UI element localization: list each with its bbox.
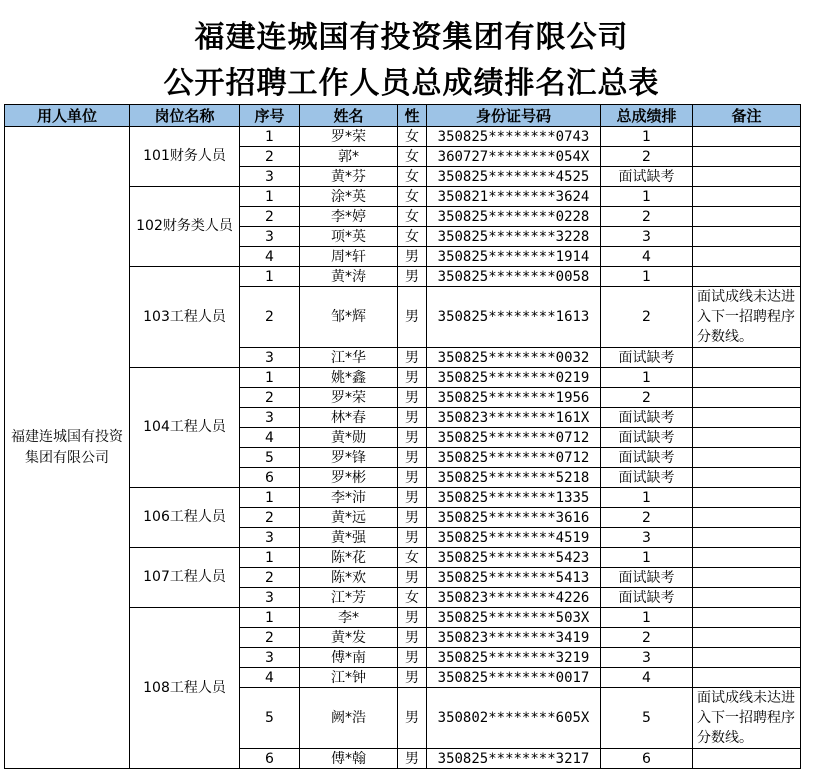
column-header-rank[interactable]: 总成绩排 — [601, 105, 693, 127]
cell-id-number[interactable]: 350825********1335 — [427, 488, 601, 508]
cell-id-number[interactable]: 350825********3217 — [427, 749, 601, 769]
cell-number[interactable]: 1 — [240, 548, 300, 568]
cell-id-number[interactable]: 350825********5218 — [427, 468, 601, 488]
cell-id-number[interactable]: 350825********5413 — [427, 568, 601, 588]
cell-rank[interactable]: 面试缺考 — [601, 448, 693, 468]
cell-name[interactable]: 江*钟 — [300, 668, 398, 688]
cell-id-number[interactable]: 350825********3616 — [427, 508, 601, 528]
cell-number[interactable]: 6 — [240, 468, 300, 488]
cell-note[interactable] — [693, 588, 801, 608]
cell-name[interactable]: 郭* — [300, 147, 398, 167]
cell-position[interactable]: 101财务人员 — [130, 127, 240, 187]
cell-rank[interactable]: 1 — [601, 488, 693, 508]
cell-sex[interactable]: 男 — [398, 608, 427, 628]
cell-note[interactable] — [693, 167, 801, 187]
cell-position[interactable]: 108工程人员 — [130, 608, 240, 769]
cell-rank[interactable]: 面试缺考 — [601, 568, 693, 588]
cell-number[interactable]: 1 — [240, 187, 300, 207]
cell-note[interactable] — [693, 368, 801, 388]
cell-rank[interactable]: 1 — [601, 127, 693, 147]
cell-rank[interactable]: 2 — [601, 287, 693, 348]
cell-note[interactable] — [693, 267, 801, 287]
cell-sex[interactable]: 男 — [398, 428, 427, 448]
cell-sex[interactable]: 男 — [398, 668, 427, 688]
cell-sex[interactable]: 女 — [398, 227, 427, 247]
cell-sex[interactable]: 男 — [398, 247, 427, 267]
cell-number[interactable]: 4 — [240, 247, 300, 267]
cell-name[interactable]: 周*轩 — [300, 247, 398, 267]
cell-rank[interactable]: 1 — [601, 608, 693, 628]
cell-note[interactable] — [693, 528, 801, 548]
cell-note[interactable] — [693, 408, 801, 428]
column-header-note[interactable]: 备注 — [693, 105, 801, 127]
cell-name[interactable]: 黄*芬 — [300, 167, 398, 187]
cell-id-number[interactable]: 350825********1914 — [427, 247, 601, 267]
cell-name[interactable]: 邹*辉 — [300, 287, 398, 348]
cell-number[interactable]: 5 — [240, 688, 300, 749]
cell-sex[interactable]: 男 — [398, 348, 427, 368]
cell-sex[interactable]: 男 — [398, 648, 427, 668]
cell-note[interactable] — [693, 348, 801, 368]
cell-rank[interactable]: 面试缺考 — [601, 468, 693, 488]
column-header-name[interactable]: 姓名 — [300, 105, 398, 127]
cell-rank[interactable]: 5 — [601, 688, 693, 749]
cell-note[interactable]: 面试成线未达进入下一招聘程序分数线。 — [693, 287, 801, 348]
cell-note[interactable] — [693, 508, 801, 528]
cell-name[interactable]: 江*华 — [300, 348, 398, 368]
header-row — [5, 105, 801, 127]
cell-note[interactable] — [693, 207, 801, 227]
cell-name[interactable]: 罗*锋 — [300, 448, 398, 468]
cell-id-number[interactable]: 350825********0228 — [427, 207, 601, 227]
cell-number[interactable]: 2 — [240, 207, 300, 227]
cell-id-number[interactable]: 350825********0017 — [427, 668, 601, 688]
cell-note[interactable] — [693, 428, 801, 448]
cell-number[interactable]: 2 — [240, 287, 300, 348]
cell-note[interactable] — [693, 488, 801, 508]
cell-id-number[interactable]: 350825********0058 — [427, 267, 601, 287]
cell-number[interactable]: 3 — [240, 408, 300, 428]
cell-note[interactable] — [693, 227, 801, 247]
cell-rank[interactable]: 2 — [601, 388, 693, 408]
cell-note[interactable] — [693, 628, 801, 648]
cell-id-number[interactable]: 350825********4525 — [427, 167, 601, 187]
cell-name[interactable]: 陈*花 — [300, 548, 398, 568]
cell-name[interactable]: 林*春 — [300, 408, 398, 428]
cell-id-number[interactable]: 350825********5423 — [427, 548, 601, 568]
cell-position[interactable]: 102财务类人员 — [130, 187, 240, 267]
cell-position[interactable]: 106工程人员 — [130, 488, 240, 548]
cell-name[interactable]: 李* — [300, 608, 398, 628]
cell-id-number[interactable]: 350825********1956 — [427, 388, 601, 408]
cell-sex[interactable]: 男 — [398, 468, 427, 488]
cell-number[interactable]: 2 — [240, 388, 300, 408]
cell-rank[interactable]: 1 — [601, 187, 693, 207]
cell-sex[interactable]: 女 — [398, 187, 427, 207]
cell-rank[interactable]: 1 — [601, 368, 693, 388]
cell-id-number[interactable]: 350825********0712 — [427, 428, 601, 448]
cell-number[interactable]: 1 — [240, 608, 300, 628]
cell-note[interactable] — [693, 147, 801, 167]
cell-position[interactable]: 104工程人员 — [130, 368, 240, 488]
cell-sex[interactable]: 男 — [398, 528, 427, 548]
cell-sex[interactable]: 男 — [398, 287, 427, 348]
cell-position[interactable]: 103工程人员 — [130, 267, 240, 368]
cell-note[interactable] — [693, 648, 801, 668]
cell-rank[interactable]: 4 — [601, 247, 693, 267]
cell-number[interactable]: 3 — [240, 588, 300, 608]
column-header-position[interactable]: 岗位名称 — [130, 105, 240, 127]
cell-name[interactable]: 阙*浩 — [300, 688, 398, 749]
cell-number[interactable]: 2 — [240, 628, 300, 648]
cell-id-number[interactable]: 350802********605X — [427, 688, 601, 749]
cell-rank[interactable]: 6 — [601, 749, 693, 769]
cell-sex[interactable]: 男 — [398, 688, 427, 749]
cell-rank[interactable]: 3 — [601, 648, 693, 668]
cell-name[interactable]: 姚*鑫 — [300, 368, 398, 388]
cell-note[interactable] — [693, 608, 801, 628]
cell-id-number[interactable]: 350825********3219 — [427, 648, 601, 668]
table-row — [5, 127, 801, 147]
cell-name[interactable]: 项*英 — [300, 227, 398, 247]
cell-note[interactable] — [693, 448, 801, 468]
cell-number[interactable]: 3 — [240, 227, 300, 247]
cell-name[interactable]: 黄*发 — [300, 628, 398, 648]
cell-rank[interactable]: 面试缺考 — [601, 167, 693, 187]
cell-id-number[interactable]: 350825********0743 — [427, 127, 601, 147]
cell-note[interactable] — [693, 668, 801, 688]
cell-name[interactable]: 李*沛 — [300, 488, 398, 508]
cell-sex[interactable]: 男 — [398, 749, 427, 769]
cell-number[interactable]: 1 — [240, 368, 300, 388]
cell-sex[interactable]: 男 — [398, 267, 427, 287]
cell-number[interactable]: 2 — [240, 508, 300, 528]
cell-rank[interactable]: 1 — [601, 548, 693, 568]
cell-number[interactable]: 1 — [240, 488, 300, 508]
cell-name[interactable]: 李*婷 — [300, 207, 398, 227]
cell-rank[interactable]: 1 — [601, 267, 693, 287]
cell-name[interactable]: 罗*彬 — [300, 468, 398, 488]
cell-rank[interactable]: 面试缺考 — [601, 408, 693, 428]
cell-sex[interactable]: 男 — [398, 368, 427, 388]
cell-rank[interactable]: 2 — [601, 628, 693, 648]
cell-rank[interactable]: 3 — [601, 227, 693, 247]
cell-name[interactable]: 黄*强 — [300, 528, 398, 548]
cell-id-number[interactable]: 350821********3624 — [427, 187, 601, 207]
cell-note[interactable] — [693, 388, 801, 408]
cell-sex[interactable]: 男 — [398, 628, 427, 648]
cell-sex[interactable]: 男 — [398, 408, 427, 428]
cell-sex[interactable]: 男 — [398, 488, 427, 508]
cell-rank[interactable]: 面试缺考 — [601, 348, 693, 368]
cell-id-number[interactable]: 350825********503X — [427, 608, 601, 628]
cell-number[interactable]: 4 — [240, 668, 300, 688]
cell-rank[interactable]: 面试缺考 — [601, 588, 693, 608]
cell-note[interactable] — [693, 187, 801, 207]
cell-sex[interactable]: 女 — [398, 147, 427, 167]
cell-id-number[interactable]: 350825********4519 — [427, 528, 601, 548]
cell-number[interactable]: 3 — [240, 528, 300, 548]
cell-name[interactable]: 罗*荣 — [300, 127, 398, 147]
cell-sex[interactable]: 男 — [398, 388, 427, 408]
cell-number[interactable]: 4 — [240, 428, 300, 448]
cell-id-number[interactable]: 350825********1613 — [427, 287, 601, 348]
cell-number[interactable]: 2 — [240, 147, 300, 167]
cell-note[interactable] — [693, 548, 801, 568]
cell-name[interactable]: 陈*欢 — [300, 568, 398, 588]
cell-note[interactable]: 面试成线未达进入下一招聘程序分数线。 — [693, 688, 801, 749]
cell-rank[interactable]: 2 — [601, 207, 693, 227]
cell-number[interactable]: 3 — [240, 167, 300, 187]
column-header-number[interactable]: 序号 — [240, 105, 300, 127]
cell-id-number[interactable]: 350825********0219 — [427, 368, 601, 388]
cell-note[interactable] — [693, 247, 801, 267]
cell-sex[interactable]: 女 — [398, 127, 427, 147]
cell-name[interactable]: 涂*英 — [300, 187, 398, 207]
cell-sex[interactable]: 男 — [398, 568, 427, 588]
cell-sex[interactable]: 女 — [398, 548, 427, 568]
cell-sex[interactable]: 男 — [398, 508, 427, 528]
page-title: 福建连城国有投资集团有限公司 — [194, 20, 629, 55]
cell-rank[interactable]: 面试缺考 — [601, 428, 693, 448]
cell-note[interactable] — [693, 749, 801, 769]
cell-id-number[interactable]: 350823********4226 — [427, 588, 601, 608]
cell-number[interactable]: 6 — [240, 749, 300, 769]
cell-id-number[interactable]: 350825********0032 — [427, 348, 601, 368]
cell-position[interactable]: 107工程人员 — [130, 548, 240, 608]
cell-name[interactable]: 傅*翰 — [300, 749, 398, 769]
column-header-sex[interactable]: 性 — [398, 105, 427, 127]
cell-note[interactable] — [693, 568, 801, 588]
cell-name[interactable]: 黄*勋 — [300, 428, 398, 448]
column-header-id[interactable]: 身份证号码 — [427, 105, 601, 127]
cell-rank[interactable]: 4 — [601, 668, 693, 688]
cell-id-number[interactable]: 350825********3228 — [427, 227, 601, 247]
cell-name[interactable]: 罗*荣 — [300, 388, 398, 408]
cell-id-number[interactable]: 350825********0712 — [427, 448, 601, 468]
cell-employer[interactable]: 福建连城国有投资集团有限公司 — [5, 127, 130, 769]
cell-number[interactable]: 1 — [240, 127, 300, 147]
table-body — [5, 127, 801, 769]
cell-name[interactable]: 黄*远 — [300, 508, 398, 528]
cell-rank[interactable]: 2 — [601, 508, 693, 528]
cell-number[interactable]: 1 — [240, 267, 300, 287]
cell-sex[interactable]: 女 — [398, 588, 427, 608]
cell-rank[interactable]: 3 — [601, 528, 693, 548]
cell-note[interactable] — [693, 468, 801, 488]
ranking-table — [4, 104, 801, 769]
cell-name[interactable]: 傅*南 — [300, 648, 398, 668]
cell-sex[interactable]: 男 — [398, 448, 427, 468]
cell-name[interactable]: 黄*涛 — [300, 267, 398, 287]
cell-number[interactable]: 5 — [240, 448, 300, 468]
cell-rank[interactable]: 2 — [601, 147, 693, 167]
cell-id-number[interactable]: 350823********161X — [427, 408, 601, 428]
column-header-employer[interactable]: 用人单位 — [5, 105, 130, 127]
cell-number[interactable]: 3 — [240, 348, 300, 368]
cell-number[interactable]: 2 — [240, 568, 300, 588]
cell-number[interactable]: 3 — [240, 648, 300, 668]
cell-id-number[interactable]: 360727********054X — [427, 147, 601, 167]
cell-id-number[interactable]: 350823********3419 — [427, 628, 601, 648]
page-subtitle: 公开招聘工作人员总成绩排名汇总表 — [163, 66, 660, 101]
cell-sex[interactable]: 女 — [398, 167, 427, 187]
cell-note[interactable] — [693, 127, 801, 147]
cell-sex[interactable]: 女 — [398, 207, 427, 227]
cell-name[interactable]: 江*芳 — [300, 588, 398, 608]
